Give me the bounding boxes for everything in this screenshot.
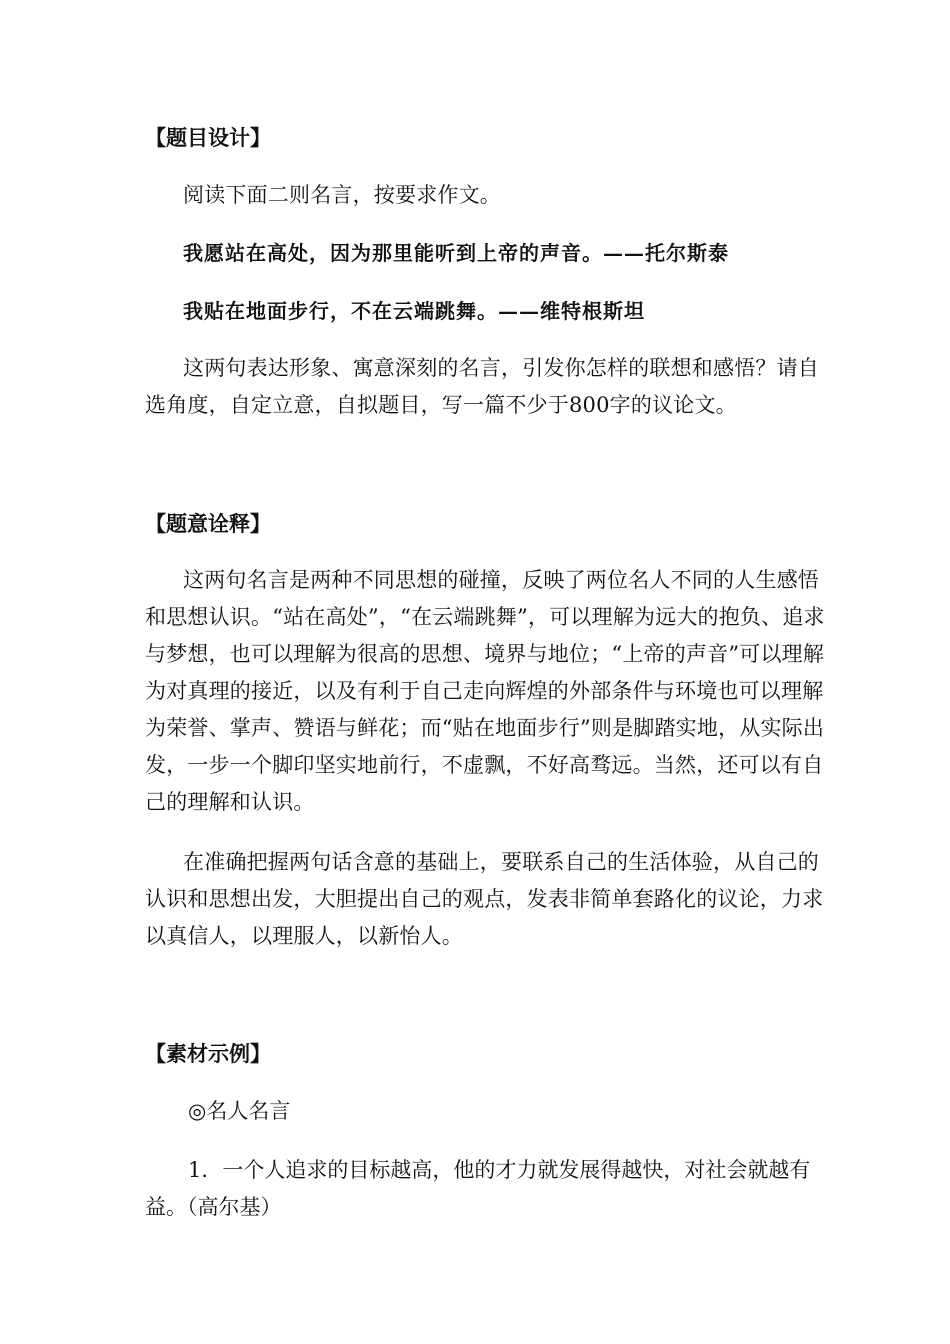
quote-list-item: 1．一个人追求的目标越高，他的才力就发展得越快，对社会就越有益。（高尔基）: [145, 1158, 811, 1219]
section-heading-design: 【题目设计】: [145, 125, 271, 150]
famous-quotes-subheading: ◎名人名言: [188, 1099, 291, 1123]
section-heading-materials: 【素材示例】: [145, 1041, 271, 1066]
section-heading-interpretation: 【题意诠释】: [145, 511, 271, 536]
quote-wittgenstein: 我贴在地面步行，不在云端跳舞。——维特根斯坦: [183, 299, 645, 323]
interpretation-paragraph-2: 在准确把握两句话含意的基础上，要联系自己的生活体验，从自己的认识和思想出发，大胆提出自己的观点，发表非简单套路化的议论，力求以真信人，以理服人，以新怡人。: [145, 850, 824, 948]
quote-tolstoy: 我愿站在高处，因为那里能听到上帝的声音。——托尔斯泰: [183, 241, 729, 265]
design-intro-paragraph: 阅读下面二则名言，按要求作文。: [183, 183, 501, 207]
design-task-paragraph: 这两句表达形象、寓意深刻的名言，引发你怎样的联想和感悟？请自选角度，自定立意，自拟题目，写一篇不少于800字的议论文。: [145, 356, 819, 417]
interpretation-paragraph-1: 这两句名言是两种不同思想的碰撞，反映了两位名人不同的人生感悟和思想认识。“站在高处”，“在云端跳舞”，可以理解为远大的抱负、追求与梦想，也可以理解为很高的思想、境界与地位；“上帝的声音”可以理解为对真理的接近，以及有利于自己走向辉煌的外部条件与环境也可以理解为荣誉、掌声、赞语与鲜花；而“贴在地面步行”则是脚踏实地，从实际出发，一步一个脚印坚实地前行，不虚飘，不好高骛远。当然，还可以有自己的理解和认识。: [145, 568, 825, 814]
